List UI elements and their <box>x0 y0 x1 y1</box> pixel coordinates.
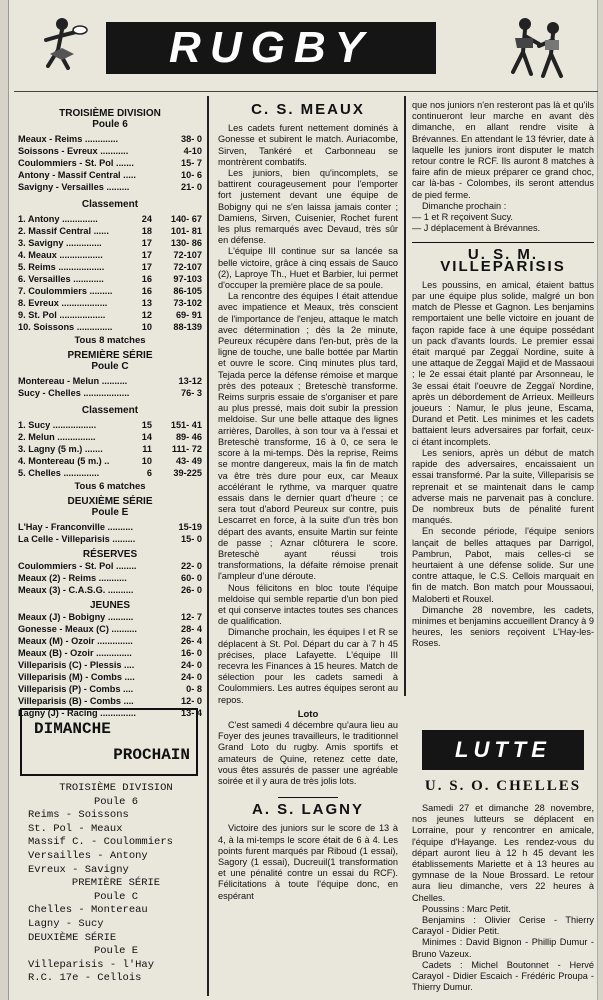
match-teams: Meaux (2) - Reims ........... <box>18 573 127 583</box>
standings-row <box>18 431 202 443</box>
standings-team: 1. Sucy ................. <box>18 420 97 430</box>
paragraph: Les seniors, après un début de match rapide des adversaires, encaissaient un essai transformé. Par la suite, Villeparisis se reprenait et se maintenait dans le camp adverse mais ne parvenait pas à conclure. De nombreux buts de pénalité furent manqués. <box>412 447 594 526</box>
match-score: 12- 7 <box>181 612 202 622</box>
article-body <box>412 280 594 650</box>
standings-row <box>18 261 202 273</box>
standings-row <box>18 249 202 261</box>
standings-row <box>18 285 202 297</box>
fixture-line: Evreux - Savigny <box>28 863 129 876</box>
match-row <box>18 533 202 545</box>
standings-team: 2. Massif Central ...... <box>18 226 109 236</box>
match-score: 26- 0 <box>181 585 202 595</box>
standings-goal-record: 69- 91 <box>175 310 202 320</box>
rugby-player-left-illustration <box>28 14 98 84</box>
match-teams: Villeparisis (M) - Combs .... <box>18 672 135 682</box>
standings-goal-record: 89- 46 <box>175 432 202 442</box>
match-score: 28- 4 <box>181 624 202 634</box>
tous-matches-note: Tous 6 matches <box>74 481 146 492</box>
standings-goal-record: 72-107 <box>173 250 202 260</box>
fixture-line: DEUXIÈME SÉRIE <box>28 931 117 944</box>
fixture-line: Villeparisis - l'Hay <box>28 958 155 971</box>
standings-team: 3. Lagny (5 m.) ....... <box>18 444 103 454</box>
match-score: 10- 6 <box>181 170 202 180</box>
fixture-line: Versailles - Antony <box>28 849 148 862</box>
standings-points: 10 <box>141 322 152 332</box>
standings-row <box>18 467 202 479</box>
fixture-line: R.C. 17e - Cellois <box>28 972 142 985</box>
match-teams: Savigny - Versailles ......... <box>18 182 130 192</box>
roster-line: Minimes : David Bignon - Phillip Dumur - Bruno Vazeux. <box>412 937 594 959</box>
match-score: 24- 0 <box>181 672 202 682</box>
fixture-line: St. Pol - Meaux <box>28 822 123 835</box>
standings-row <box>18 455 202 467</box>
section-title: RÉSERVES <box>82 549 138 560</box>
match-teams: Coulommiers - St. Pol ....... <box>18 158 134 168</box>
poule-title: Poule E <box>91 507 129 518</box>
paragraph: Dimanche prochain, les équipes I et R se déplacent à St. Pol. Départ du car à 7 h 45 précises, place Lafayette. L'équipe III recevra les Finances à 15 heures. Match de sélection pour les cadets samedi à Coulommiers. Les autres équipes seront au repos. <box>218 627 398 705</box>
poule-title: Poule 6 <box>92 119 128 130</box>
standings-points: 17 <box>141 250 152 260</box>
standings-points: 16 <box>141 286 152 296</box>
standings-goal-record: 101- 81 <box>170 226 202 236</box>
match-teams: Villeparisis (B) - Combs .... <box>18 696 134 706</box>
fixture-line: Poule 6 <box>93 795 139 808</box>
match-teams: Meaux (J) - Bobigny .......... <box>18 612 134 622</box>
match-list <box>18 560 202 596</box>
match-teams: Villeparisis (C) - Plessis .... <box>18 660 135 670</box>
lagny-continuation: que nos juniors n'en resteront pas là et qu'ils continueront leur marche en avant dès dimanche, en allant rendre visite à Brévannes. En attendant le 13 février, date à laquelle les juniors iront disputer le match retour contre le RCF. Ils auront 8 matches à faire afin de mieux préparer ce grand choc, car là-bas - Colombes, ils seront attendus de pied ferme. <box>412 100 594 200</box>
match-teams: Sucy - Chelles .................. <box>18 388 130 398</box>
match-teams: Montereau - Melun .......... <box>18 376 128 386</box>
match-list <box>18 521 202 545</box>
loto-title: Loto <box>297 708 319 720</box>
match-score: 0- 8 <box>186 684 202 694</box>
standings-team: 5. Chelles .............. <box>18 468 100 478</box>
standings-team: 7. Coulommiers ......... <box>18 286 113 296</box>
match-score: 15- 7 <box>181 158 202 168</box>
standings-points: 10 <box>141 456 152 466</box>
standings-row <box>18 309 202 321</box>
match-row <box>18 560 202 572</box>
fixture-line: Poule C <box>93 890 139 903</box>
match-row <box>18 169 202 181</box>
article-title-uso-chelles: U. S. O. CHELLES <box>424 778 582 794</box>
section-title: JEUNES <box>89 600 130 611</box>
roster-line: Benjamins : Olivier Cerise - Thierry Carayol - Didier Petit. <box>412 915 594 937</box>
paragraph: L'équipe III continue sur sa lancée sa belle victoire, grâce à cinq essais de Sauco (2), Laproye Th., Huet et Barbier, lui permet d'occuper la première place de sa poule. <box>218 246 398 291</box>
match-row <box>18 521 202 533</box>
standings-points: 17 <box>141 238 152 248</box>
standings-goal-record: 130- 86 <box>170 238 202 248</box>
section-title: TROISIÈME DIVISION <box>59 108 161 119</box>
standings-row <box>18 419 202 431</box>
fixture-line: Poule E <box>93 945 139 958</box>
match-list <box>18 133 202 193</box>
lutte-banner: LUTTE <box>422 730 584 770</box>
standings-team: 10. Soissons .............. <box>18 322 113 332</box>
match-list <box>18 375 202 399</box>
match-row <box>18 647 202 659</box>
rugby-title-banner: RUGBY <box>106 22 436 74</box>
classement-title: Classement <box>81 405 139 416</box>
standings-row <box>18 213 202 225</box>
paragraph: Les poussins, en amical, étaient battus par une équipe plus solide, malgré un bon match de Plesse et Gagnon. Les benjamins remportaient une belle victoire en jouant de façon rapide face à une équipe possédant un pack d'avants lourds. Le premier essai était marqué par Zeggaï Nordine, suite à une attaque de Zeggaï Majid et de Massaoui ; le 2e essai était planté par Arsonneau, le 3e essai était l'oeuvre de Zeggaï Nordine, après un débordement de Arrieux. Meilleurs joueurs : Namur, le plus jeune, Escama, Durand et Petit. Les minimes et les cadets battaient leurs adversaires par forfait, ceux-ci étant incomplets. <box>412 279 594 447</box>
match-score: 15- 0 <box>181 534 202 544</box>
column-divider-2 <box>404 96 406 696</box>
dimanche-prochain-box <box>14 704 204 996</box>
match-score: 13- 4 <box>181 708 202 718</box>
article-body <box>218 123 398 706</box>
classement-title: Classement <box>81 199 139 210</box>
standings-points: 6 <box>146 468 152 478</box>
match-row <box>18 611 202 623</box>
standings-goal-record: 97-103 <box>173 274 202 284</box>
header-rule <box>14 91 598 92</box>
standings-points: 18 <box>141 226 152 236</box>
standings-goal-record: 43- 49 <box>175 456 202 466</box>
paragraph: Dimanche 28 novembre, les cadets, minimes et benjamins accueillent Drancy à 9 heures, les seniors reçoivent L'Hay-les-Roses. <box>412 604 594 649</box>
match-teams: Meaux - Reims ............. <box>18 134 119 144</box>
match-teams: Lagny (J) - Racing .............. <box>18 708 136 718</box>
standings-points: 12 <box>141 310 152 320</box>
match-row <box>18 635 202 647</box>
fixture-line: Massif C. - Coulommiers <box>28 836 173 849</box>
standings-team: 8. Evreux .................. <box>18 298 108 308</box>
paragraph: En seconde période, l'équipe seniors lançait de belles attaques par Darrigol, Pambrun, Pabot, mais celles-ci se heurtaient à une défense solide. Sur une contre attaque, le C.S. Cellois marquait en fin de match. Bon match pour Moussaoui, Maloberti et Rouxel. <box>412 526 594 604</box>
poule-title: Poule C <box>91 361 129 372</box>
heading-line-2: PROCHAIN <box>113 746 190 764</box>
lagny-fixture-1: — 1 et R reçoivent Sucy. <box>412 212 513 223</box>
match-score: 16- 0 <box>181 648 202 658</box>
section-title: DEUXIÈME SÉRIE <box>67 496 153 507</box>
standings-points: 24 <box>141 214 152 224</box>
match-row <box>18 584 202 596</box>
fixture-line: Chelles - Montereau <box>28 904 148 917</box>
match-row <box>18 683 202 695</box>
standings-team: 2. Melun ............... <box>18 432 96 442</box>
match-teams: Meaux (B) - Ozoir .............. <box>18 648 132 658</box>
match-row <box>18 623 202 635</box>
match-score: 22- 0 <box>181 561 202 571</box>
paragraph: Les cadets furent nettement dominés à Gonesse et subirent le match. Auriacombe, Sirven, Tankéré et Carbonneau se montrèrent combatifs. <box>218 123 398 167</box>
standings-row <box>18 297 202 309</box>
lagny-dimanche: Dimanche prochain : <box>422 200 507 211</box>
standings-points: 17 <box>141 262 152 272</box>
standings-goal-record: 140- 67 <box>170 214 202 224</box>
page-edge-left <box>0 0 9 1000</box>
paragraph: Nous félicitons en bloc toute l'équipe meldoise qui semble repartie d'un bon pied et qui conserve intactes toutes ses chances de qualification. <box>218 582 398 627</box>
lutte-body <box>412 803 594 993</box>
standings-table <box>18 419 202 479</box>
standings-points: 11 <box>142 444 152 454</box>
standings-goal-record: 151- 41 <box>170 420 202 430</box>
match-teams: L'Hay - Franconville .......... <box>18 522 134 532</box>
fixture-line: PREMIÈRE SÉRIE <box>71 877 161 890</box>
standings-row <box>18 443 202 455</box>
fixture-list <box>14 782 204 986</box>
match-row <box>18 157 202 169</box>
match-row <box>18 181 202 193</box>
standings-row <box>18 321 202 333</box>
match-teams: Soissons - Evreux ........... <box>18 146 129 156</box>
match-score: 21- 0 <box>181 182 202 192</box>
tous-matches-note: Tous 8 matches <box>74 335 146 346</box>
standings-points: 15 <box>141 420 152 430</box>
fixture-line: Lagny - Sucy <box>28 917 104 930</box>
column-divider-1 <box>207 96 209 996</box>
rugby-header <box>14 10 596 90</box>
match-teams: La Celle - Villeparisis ......... <box>18 534 136 544</box>
separator <box>412 242 594 243</box>
article-title-as-lagny: A. S. LAGNY <box>251 801 364 819</box>
standings-row <box>18 273 202 285</box>
roster-line: Poussins : Marc Petit. <box>422 903 511 914</box>
paragraph: Les juniors, bien qu'incomplets, se battirent courageusement pour l'emporter fort justement devant une équipe de Bobigny qui ne s'en laissa jamais conter ; Damiens, Sirven, Cuisenier, Rochet furent les plus remarqués avec Devaud, très sûr en défense. <box>218 168 398 246</box>
standings-goal-record: 73-102 <box>173 298 202 308</box>
match-row <box>18 387 202 399</box>
lutte-section <box>412 730 594 993</box>
results-column <box>18 96 202 718</box>
standings-row <box>18 237 202 249</box>
match-score: 26- 4 <box>181 636 202 646</box>
lutte-roster <box>412 904 594 994</box>
lagny-fixture-2: — J déplacement à Brévannes. <box>412 223 541 234</box>
match-teams: Gonesse - Meaux (C) .......... <box>18 624 137 634</box>
dimanche-prochain-heading <box>20 708 198 776</box>
match-row <box>18 572 202 584</box>
match-score: 24- 0 <box>181 660 202 670</box>
standings-team: 3. Savigny .............. <box>18 238 102 248</box>
standings-table <box>18 213 202 333</box>
match-teams: Meaux (3) - C.A.S.G. .......... <box>18 585 134 595</box>
article-column-2 <box>218 100 398 902</box>
fixture-line: Reims - Soissons <box>28 809 129 822</box>
standings-team: 6. Versailles ............ <box>18 274 104 284</box>
standings-goal-record: 39-225 <box>173 468 202 478</box>
article-title-cs-meaux: C. S. MEAUX <box>251 101 365 118</box>
lagny-paragraph: Victoire des juniors sur le score de 13 à 4, à la mi-temps le score était de 6 à 4. Les points furent marqués par Riboud (1 essai), Sagory (1 essai), Ducreuil(1 transformation et une pénalité contre un essai du RCF). Félicitations à toute l'équipe donc, en espérant <box>218 823 398 901</box>
match-score: 12- 0 <box>181 696 202 706</box>
match-teams: Meaux (M) - Ozoir .............. <box>18 636 133 646</box>
article-column-3 <box>412 100 594 650</box>
match-score: 13-12 <box>178 376 202 386</box>
standings-goal-record: 72-107 <box>173 262 202 272</box>
match-teams: Antony - Massif Central ..... <box>18 170 136 180</box>
lutte-paragraph: Samedi 27 et dimanche 28 novembre, nos jeunes lutteurs se déplacent en Lorraine, pour y rencontrer en amicale, l'équipe d'Hayange. Les rendez-vous du départ auront lieu à 12 h 45 devant les établissements Mariette et à 13 heures au gymnase de la Noue Brossard. Le retour aura lieu dimanche, vers 22 heures à Chelles. <box>412 803 594 903</box>
loto-paragraph: C'est samedi 4 décembre qu'aura lieu au Foyer des jeunes travailleurs, le traditionnel Grand Loto du rugby. Amis sportifs et amateurs de Quine, retenez cette date, vous êtes assurés de passer une agréable soirée et il y aura de très jolis lots. <box>218 719 398 786</box>
standings-goal-record: 86-105 <box>173 286 202 296</box>
standings-team: 1. Antony .............. <box>18 214 98 224</box>
fixture-line: TROISIÈME DIVISION <box>59 782 173 794</box>
roster-line: Cadets : Michel Boutonnet - Hervé Carayol - Didier Escaich - Frédéric Proupa - Thierry Dumur. <box>412 959 594 993</box>
match-score: 15-19 <box>178 522 202 532</box>
match-score: 4-10 <box>183 146 202 156</box>
separator <box>278 797 338 798</box>
standings-points: 14 <box>141 432 152 442</box>
match-teams: Coulommiers - St. Pol ........ <box>18 561 137 571</box>
article-title-usm-villeparisis: U. S. M. VILLEPARISIS <box>440 246 566 275</box>
page-edge-right <box>597 0 603 1000</box>
standings-team: 4. Montereau (5 m.) .. <box>18 456 110 466</box>
standings-team: 4. Meaux ................. <box>18 250 103 260</box>
paragraph: La rencontre des équipes I était attendue avec impatience et Meaux, très conscient de l'importance de l'enjeu, attaque le match avec détermination ; dès la 2e minute, Peureux récupère dans l'en-but, près de la ligne de touche, une balle bottée par Martin et ouvre le score. Cinq minutes plus tard, Tejada perce la défense rémoise et marque près des poteaux ; Breteschè transforme. Reims surpris essaie de s'organiser et pare au plus pressé, mais doit subir la pression meldoise. Sur une belle attaque des lignes arrières, Darolles, à son tour va à l'essai et Breteschè transforme, 16 à 0, ce sera le score à la mi-temps. Dès la reprise, Reims se montre dangereux, mais la fin de match va être très dure pour eux, car Meaux accélérant le rythme, va marquer quatre essais dans le dernier quart d'heure ; ce sera tout d'abord Peureux sur contre, puis Lescarret en force, à la suite d'un très bon départ des avants, ensuite Martin sur feinte de passe ; Aznar clôturera le score. Breteschè ayant réussi trois transformations, la défaite rémoise prenait l'ampleur d'une déroute. <box>218 291 398 582</box>
standings-team: 9. St. Pol .................. <box>18 310 106 320</box>
match-score: 60- 0 <box>181 573 202 583</box>
standings-goal-record: 111- 72 <box>171 444 202 454</box>
heading-line-1: DIMANCHE <box>34 720 111 738</box>
standings-points: 13 <box>141 298 152 308</box>
match-row <box>18 145 202 157</box>
match-teams: Villeparisis (P) - Combs .... <box>18 684 134 694</box>
standings-points: 16 <box>141 274 152 284</box>
match-list <box>18 611 202 719</box>
match-row <box>18 671 202 683</box>
match-score: 38- 0 <box>181 134 202 144</box>
standings-team: 5. Reims .................. <box>18 262 105 272</box>
match-score: 76- 3 <box>181 388 202 398</box>
match-row <box>18 133 202 145</box>
standings-row <box>18 225 202 237</box>
standings-goal-record: 88-139 <box>173 322 202 332</box>
match-row <box>18 375 202 387</box>
section-title: PREMIÈRE SÉRIE <box>67 350 153 361</box>
rugby-players-right-illustration <box>499 14 579 86</box>
match-row <box>18 659 202 671</box>
